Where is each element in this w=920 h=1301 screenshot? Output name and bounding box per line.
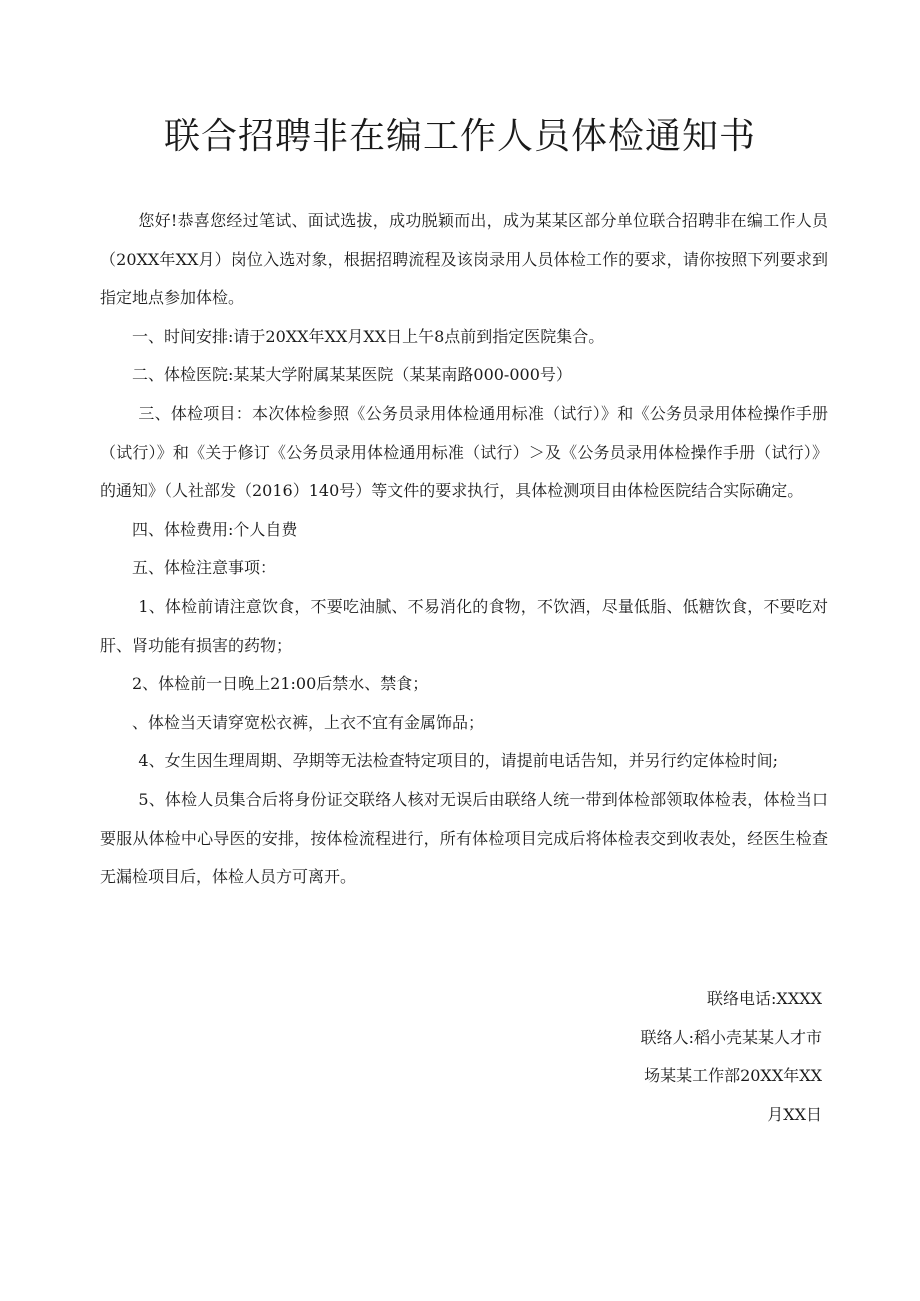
paragraph-fee: 四、体检费用:个人自费 (132, 519, 298, 539)
note-item-4: 4、女生因生理周期、孕期等无法检查特定项目的，请提前电话告知，并另行约定体检时间; (138, 751, 778, 771)
paragraph-items: 三、体检项目：本次体检参照《公务员录用体检通用标准（试行）》和《公务员录用体检操作手册（试行）》和《关于修订《公务员录用体检通用标准（试行）＞及《公务员录用体检操作手册（试行）》的通知》（人社部发（2016）140号）等文件的要求执行，具体检测项目由体检医院结合实际确定。 (100, 403, 828, 501)
note-item-5: 5、体检人员集合后将身份证交联络人核对无误后由联络人统一带到体检部领取体检表，体检当口要服从体检中心导医的安排，按体检流程进行，所有体检项目完成后将体检表交到收表处，经医生检查无漏检项目后，体检人员方可离开。 (100, 789, 828, 887)
date-end: 月XX日 (767, 1104, 822, 1124)
department-date: 场某某工作部20XX年XX (644, 1066, 822, 1086)
document-title: 联合招聘非在编工作人员体检通知书 (163, 116, 756, 157)
signature-block (522, 980, 822, 1134)
paragraph-notes-heading: 五、体检注意事项： (132, 558, 277, 578)
document-body (100, 202, 828, 897)
contact-phone: 联络电话:XXXX (707, 989, 822, 1008)
paragraph-hospital: 二、体检医院:某某大学附属某某医院（某某南路000-000号） (132, 365, 572, 385)
paragraph-time: 一、时间安排:请于20XX年XX月XX日上午8点前到指定医院集合。 (132, 326, 605, 346)
note-item-1: 1、体检前请注意饮食，不要吃油腻、不易消化的食物，不饮酒，尽量低脂、低糖饮食，不要吃对肝、肾功能有损害的药物； (100, 596, 828, 655)
note-item-2: 2、体检前一日晚上21:00后禁水、禁食； (132, 674, 429, 694)
note-item-3: 、体检当天请穿宽松衣裤，上衣不宜有金属饰品； (132, 712, 485, 732)
paragraph-intro: 您好!恭喜您经过笔试、面试选拔，成功脱颖而出，成为某某区部分单位联合招聘非在编工作人员（20XX年XX月）岗位入选对象，根据招聘流程及该岗录用人员体检工作的要求，请你按照下列要求到指定地点参加体检。 (100, 211, 828, 308)
contact-person: 联络人:稻小壳某某人才市 (640, 1027, 822, 1047)
